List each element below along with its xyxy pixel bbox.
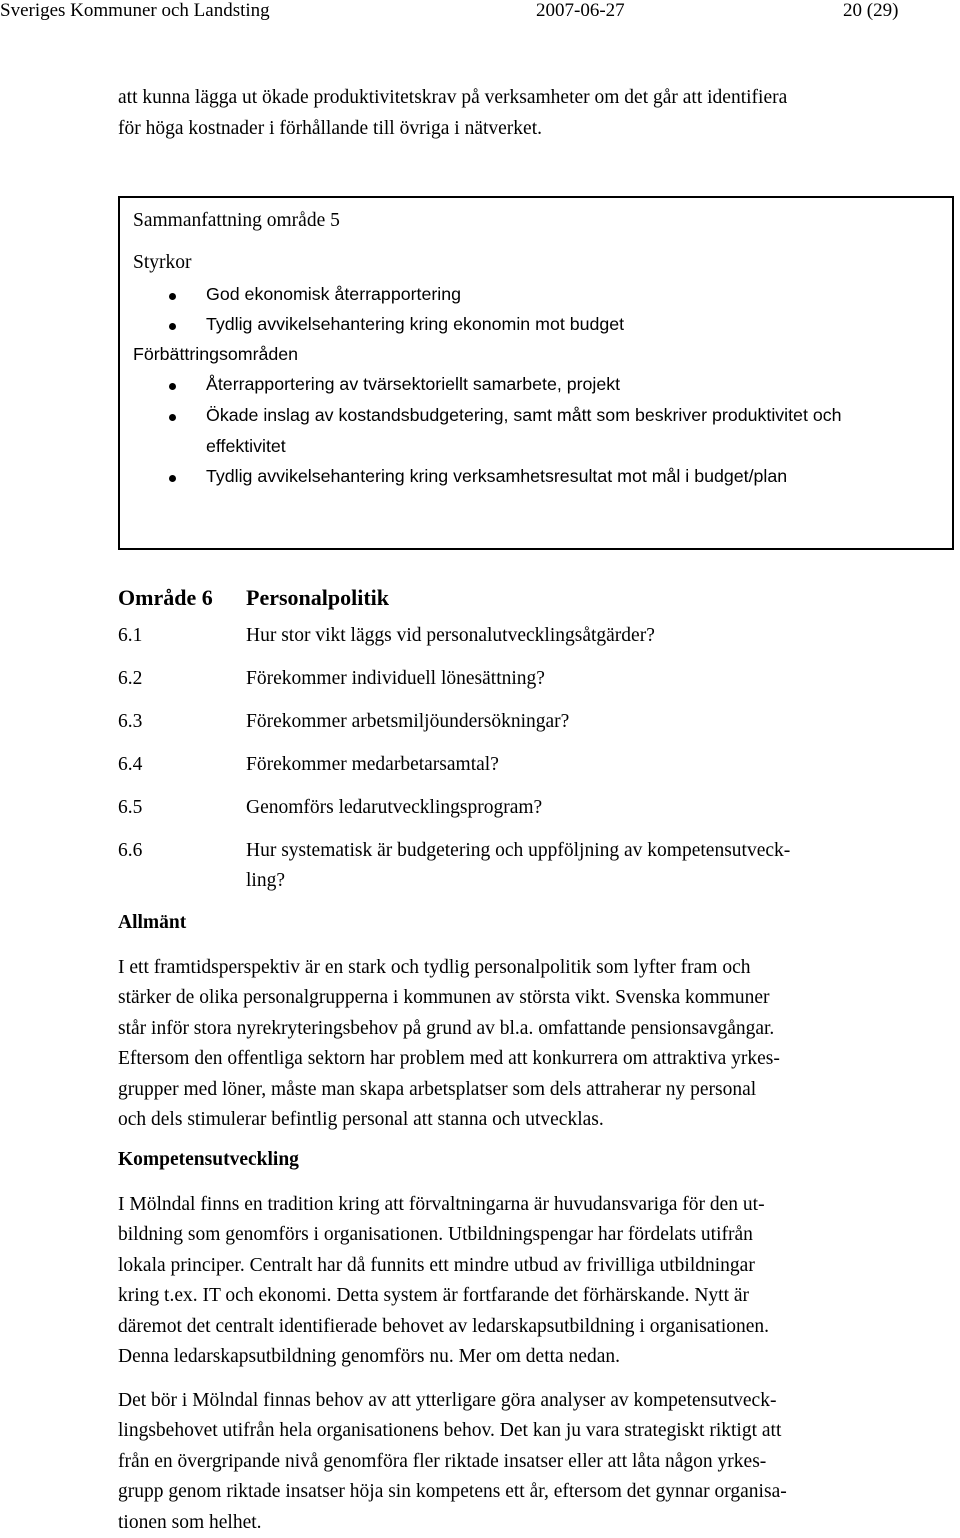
competence-line: I Mölndal finns en tradition kring att förvaltningarna är huvudansvariga för den ut- (118, 1194, 765, 1215)
question-number: 6.2 (118, 668, 143, 689)
general-heading: Allmänt (118, 912, 187, 933)
competence-paragraph-2 (118, 1386, 878, 1538)
competence-line: däremot det centralt identifierade behovet av ledarskapsutbildning i organisationen. (118, 1315, 770, 1337)
strength-item: Tydlig avvikelsehantering kring ekonomin mot budget (206, 314, 625, 334)
question-text: Förekommer individuell lönesättning? (246, 668, 545, 689)
general-line: I ett framtidsperspektiv är en stark och tydlig personalpolitik som lyfter fram och (118, 957, 751, 978)
section-label: Område 6 (118, 585, 213, 610)
improvement-item: Återrapportering av tvärsektoriellt samarbete, projekt (206, 374, 621, 394)
bullet-icon (169, 414, 176, 421)
question-text: Genomförs ledarutvecklingsprogram? (246, 797, 543, 818)
header-date: 2007-06-27 (536, 0, 625, 21)
competence-line: Det bör i Mölndal finnas behov av att ytterligare göra analyser av kompetensutveck- (118, 1390, 777, 1411)
competence-heading: Kompetensutveckling (118, 1149, 299, 1170)
question-number: 6.5 (118, 797, 143, 818)
general-paragraph (118, 953, 878, 1135)
intro-line: att kunna lägga ut ökade produktivitetskrav på verksamheter om det går att identifiera (118, 87, 788, 108)
strengths-heading: Styrkor (133, 252, 192, 273)
competence-line: kring t.ex. IT och ekonomi. Detta system är fortfarande det förhärskande. Nytt är (118, 1285, 750, 1307)
summary-box (118, 196, 954, 550)
question-text: Förekommer medarbetarsamtal? (246, 754, 499, 775)
competence-paragraph-1 (118, 1190, 878, 1372)
improvements-heading: Förbättringsområden (133, 344, 299, 364)
intro-line: för höga kostnader i förhållande till övriga i nätverket. (118, 118, 542, 139)
question-number: 6.3 (118, 711, 143, 732)
general-line: står inför stora nyrekryteringsbehov på grund av bl.a. omfattande pensionsavgångar. (118, 1017, 775, 1039)
question-text: Hur stor vikt läggs vid personalutvecklingsåtgärder? (246, 625, 655, 646)
bullet-icon (169, 383, 176, 390)
general-line: grupper med löner, måste man skapa arbetsplatser som dels attraherar ny personal (118, 1078, 757, 1100)
improvement-item-continuation: effektivitet (206, 436, 286, 456)
question-text: Förekommer arbetsmiljöundersökningar? (246, 711, 570, 732)
improvement-item: Tydlig avvikelsehantering kring verksamhetsresultat mot mål i budget/plan (206, 466, 788, 486)
question-number: 6.4 (118, 754, 143, 775)
header-page-number: 20 (29) (843, 0, 899, 21)
competence-line: lingsbehovet utifrån hela organisationens behov. Det kan ju vara strategiskt riktigt att (118, 1420, 782, 1442)
question-number: 6.1 (118, 625, 143, 646)
summary-title: Sammanfattning område 5 (133, 210, 340, 231)
improvement-item: Ökade inslag av kostandsbudgetering, samt mått som beskriver produktivitet och (206, 405, 842, 425)
question-text-continuation: ling? (246, 870, 285, 891)
general-line: stärker de olika personalgrupperna i kommunen av största vikt. Svenska kommuner (118, 987, 770, 1009)
section-title: Personalpolitik (246, 585, 390, 610)
bullet-icon (169, 293, 176, 300)
question-number: 6.6 (118, 840, 143, 861)
competence-line: Denna ledarskapsutbildning genomförs nu. Mer om detta nedan. (118, 1346, 621, 1368)
bullet-icon (169, 323, 176, 330)
bullet-icon (169, 475, 176, 482)
general-line: och dels stimulerar befintlig personal att stanna och utvecklas. (118, 1109, 604, 1131)
strength-item: God ekonomisk återrapportering (206, 284, 461, 304)
header-org: Sveriges Kommuner och Landsting (0, 0, 270, 21)
competence-line: lokala principer. Centralt har då funnits ett mindre utbud av frivilliga utbildningar (118, 1254, 755, 1276)
competence-line: grupp genom riktade insatser höja sin kompetens ett år, eftersom det gynnar organisa- (118, 1481, 787, 1503)
competence-line: från en övergripande nivå genomföra fler riktade insatser eller att låta någon yrkes- (118, 1450, 767, 1472)
general-line: Eftersom den offentliga sektorn har problem med att konkurrera om attraktiva yrkes- (118, 1048, 780, 1070)
question-text: Hur systematisk är budgetering och uppföljning av kompetensutveck- (246, 840, 791, 861)
competence-line: bildning som genomförs i organisationen. Utbildningspengar har fördelats utifrån (118, 1224, 753, 1246)
competence-line: tionen som helhet. (118, 1511, 262, 1533)
